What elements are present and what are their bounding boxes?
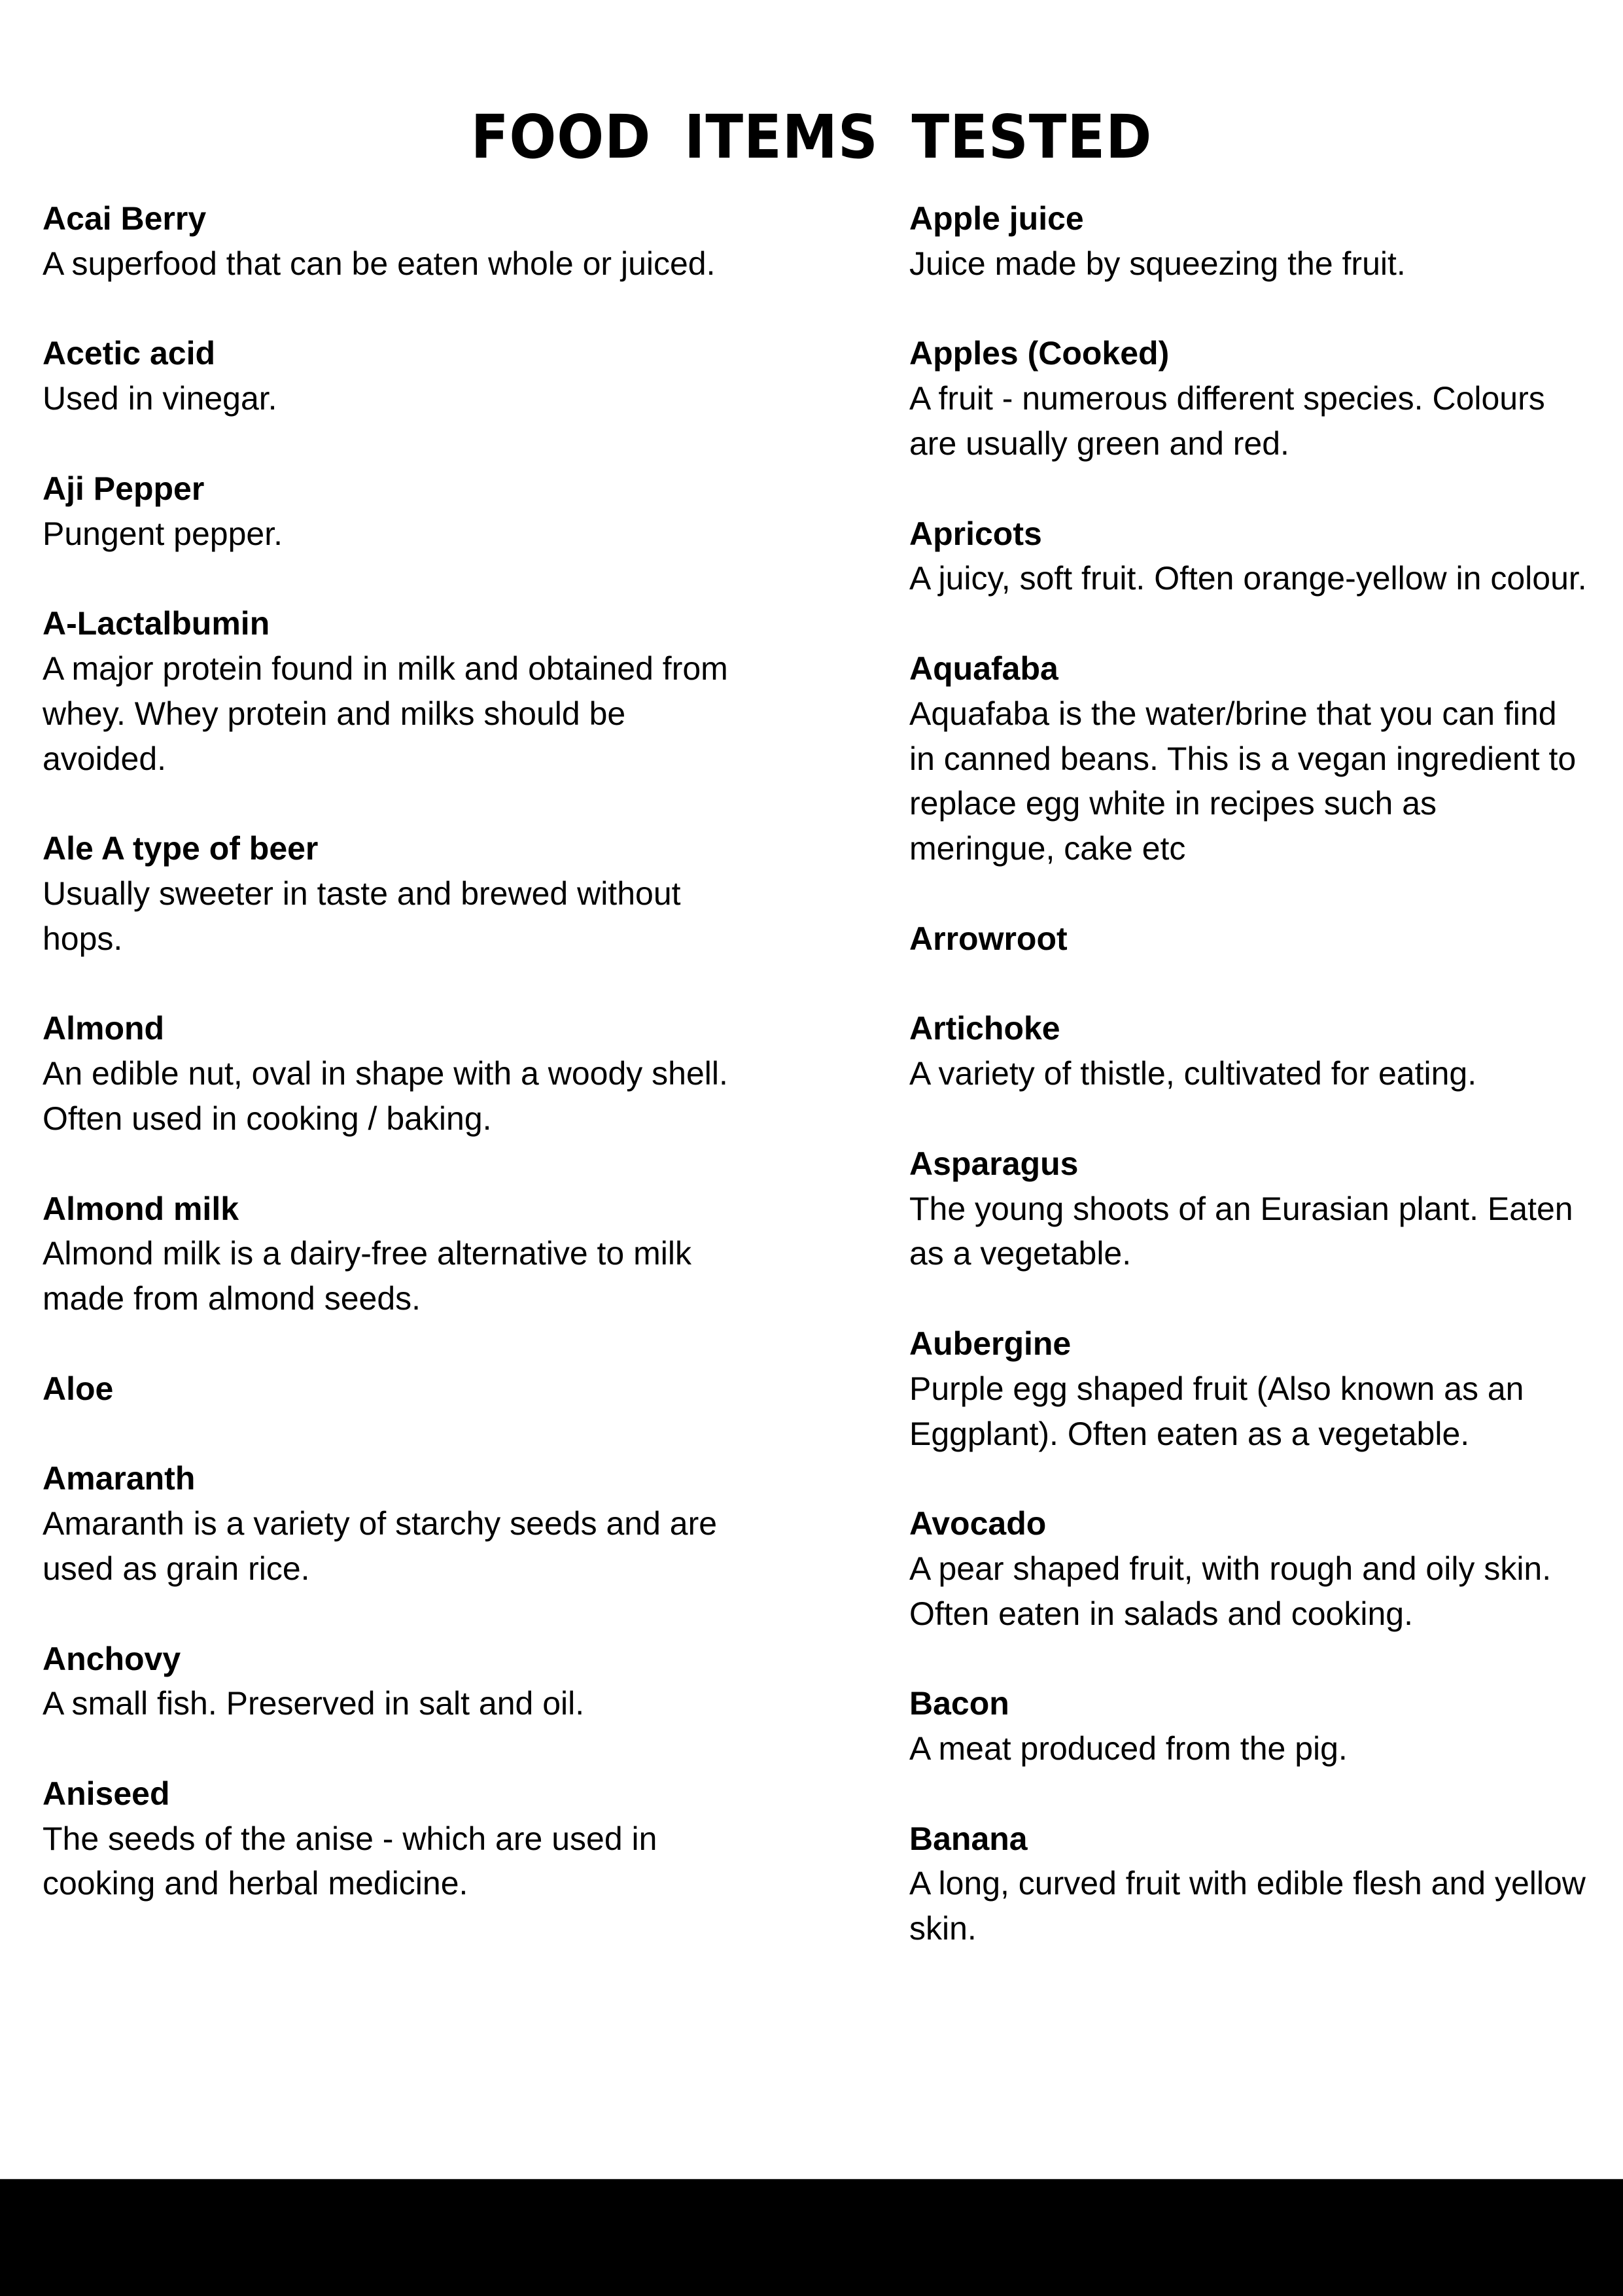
food-name: Aniseed: [43, 1775, 170, 1812]
food-description: The seeds of the anise - which are used in cooking and herbal medicine.: [43, 1820, 657, 1902]
food-entry: [43, 1771, 749, 1906]
food-entry: [43, 1456, 749, 1591]
footer-bar: [0, 2179, 1623, 2296]
food-entry: [43, 826, 749, 961]
food-name: Apricots: [909, 515, 1042, 552]
food-list-left-column: [43, 196, 749, 1951]
food-entry: [909, 331, 1590, 466]
food-entry: [43, 466, 749, 557]
food-name: Almond milk: [43, 1190, 239, 1227]
food-name: Ale A type of beer: [43, 830, 319, 867]
food-description: Aquafaba is the water/brine that you can find in canned beans. This is a vegan ingredient to replace egg white in recipes such as meringue, cake etc: [909, 695, 1577, 867]
food-name: Acai Berry: [43, 200, 207, 237]
food-name: Anchovy: [43, 1640, 181, 1677]
food-entry: [909, 1006, 1590, 1096]
food-entry: [909, 1681, 1590, 1771]
food-name: Aubergine: [909, 1325, 1072, 1362]
food-description: A small fish. Preserved in salt and oil.: [43, 1685, 585, 1722]
food-description: A superfood that can be eaten whole or juiced.: [43, 245, 716, 282]
food-description: Usually sweeter in taste and brewed without hops.: [43, 875, 681, 957]
food-entry: [43, 1637, 749, 1727]
food-name: A-Lactalbumin: [43, 605, 270, 642]
food-name: Banana: [909, 1820, 1028, 1857]
food-entry: [43, 331, 749, 421]
food-name: Acetic acid: [43, 335, 216, 372]
food-description: A major protein found in milk and obtained from whey. Whey protein and milks should be avoided.: [43, 650, 728, 777]
food-description: A pear shaped fruit, with rough and oily skin. Often eaten in salads and cooking.: [909, 1550, 1552, 1632]
food-description: A variety of thistle, cultivated for eating.: [909, 1055, 1477, 1092]
food-name: Almond: [43, 1010, 165, 1047]
food-entry: [909, 1321, 1590, 1456]
food-description: A meat produced from the pig.: [909, 1730, 1348, 1767]
food-name: Amaranth: [43, 1460, 196, 1497]
food-description: Pungent pepper.: [43, 515, 283, 552]
food-name: Apples (Cooked): [909, 335, 1170, 372]
food-name: Aloe: [43, 1370, 114, 1407]
food-name: Asparagus: [909, 1145, 1079, 1182]
food-description: A long, curved fruit with edible flesh and yellow skin.: [909, 1865, 1586, 1947]
food-entry: [43, 196, 749, 287]
food-description: An edible nut, oval in shape with a woody shell. Often used in cooking / baking.: [43, 1055, 728, 1137]
food-name: Arrowroot: [909, 920, 1068, 957]
food-description: Juice made by squeezing the fruit.: [909, 245, 1406, 282]
food-description: A fruit - numerous different species. Colours are usually green and red.: [909, 380, 1545, 462]
food-entry: [43, 1006, 749, 1141]
food-entry: [909, 1501, 1590, 1636]
food-description: Used in vinegar.: [43, 380, 277, 417]
food-name: Apple juice: [909, 200, 1084, 237]
food-entry: [43, 1187, 749, 1321]
food-description: Purple egg shaped fruit (Also known as an Eggplant). Often eaten as a vegetable.: [909, 1370, 1524, 1452]
food-entry: [909, 646, 1590, 871]
food-entry: [909, 916, 1590, 962]
food-name: Aquafaba: [909, 650, 1058, 687]
food-list-right-column: [909, 196, 1590, 1996]
food-name: Avocado: [909, 1505, 1047, 1542]
food-description: A juicy, soft fruit. Often orange-yellow in colour.: [909, 560, 1587, 597]
food-description: Amaranth is a variety of starchy seeds and are used as grain rice.: [43, 1505, 718, 1587]
food-entry: [909, 512, 1590, 602]
page-title: FOOD ITEMS TESTED: [470, 101, 1153, 172]
food-name: Aji Pepper: [43, 470, 205, 507]
food-name: Bacon: [909, 1685, 1009, 1722]
food-description: Almond milk is a dairy-free alternative to milk made from almond seeds.: [43, 1235, 691, 1317]
food-name: Artichoke: [909, 1010, 1060, 1047]
food-description: The young shoots of an Eurasian plant. Eaten as a vegetable.: [909, 1190, 1573, 1272]
food-entry: [909, 1141, 1590, 1276]
food-entry: [909, 196, 1590, 287]
food-entry: [909, 1817, 1590, 1951]
food-entry: [43, 601, 749, 781]
food-entry: [43, 1366, 749, 1412]
